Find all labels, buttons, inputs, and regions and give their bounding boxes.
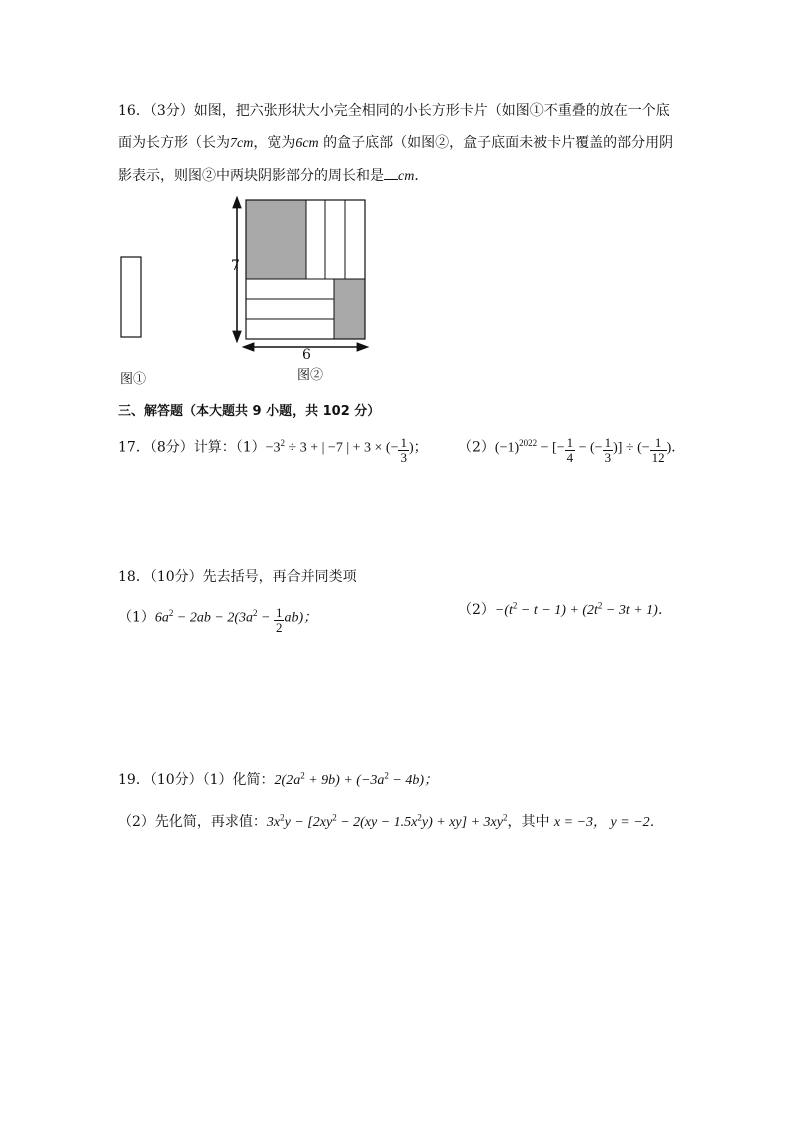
figure-1-caption: 图① [120,372,147,387]
figure-height-label: 7 [231,258,240,274]
figure-1-card [120,256,144,340]
q16-line1: 16．（3分）如图，把六张形状大小完全相同的小长方形卡片（如图①不重叠的放在一个底 [118,103,670,119]
q19-part2: （2）先化简，再求值：$3x^2y - [2xy^2 - 2(xy - 1.5x^2y) + xy] + 3xy^2$，其中 x = −3， y = −2． [118,812,664,830]
figure-2-caption: 图② [297,368,324,383]
q18-stem: 18．（10分）先去括号，再合并同类项 [118,569,357,585]
q16-line3: 影表示，则图②中两块阴影部分的周长和是 cm． [118,165,428,187]
shade-top-left [246,200,306,279]
q18-part1: $(1)6a^2 - 2ab - 2(3a^2$ − $\frac{1}{2}$ ab)； [118,605,318,635]
q17-part2: $(2)(-1)^{2022}$ − [− $\frac{1}{4}$ − (− $\frac{1}{3}$ )] ÷ (− $\frac{1}{12}$ )． [458,435,686,465]
section-heading: 三、解答题（本大题共 9 小题，共 102 分） [118,404,381,419]
figure-2-box [225,193,370,358]
q19-part1: 19．（10分）（1）化简：$2(2a^2 + 9b) + (-3a^2 - 4b)$； [118,770,438,788]
q16-line2: 面为长方形（长为7cm，宽为6cm 的盒子底部（如图②，盒子底面未被卡片覆盖的部分用阴 [118,135,674,151]
q17-part1: 17．（8分）计算：$(1)-3^2 \div 3$ + | −7 | + 3 × (− $\frac{1}{3}$ )； [118,435,428,465]
q18-part2: $(2)-(t^2 - t - 1) + (2t^2 - 3t + 1)$． [458,600,672,618]
answer-blank[interactable] [384,165,398,180]
shade-bottom-right [334,279,365,339]
figure-width-label: 6 [302,347,311,363]
